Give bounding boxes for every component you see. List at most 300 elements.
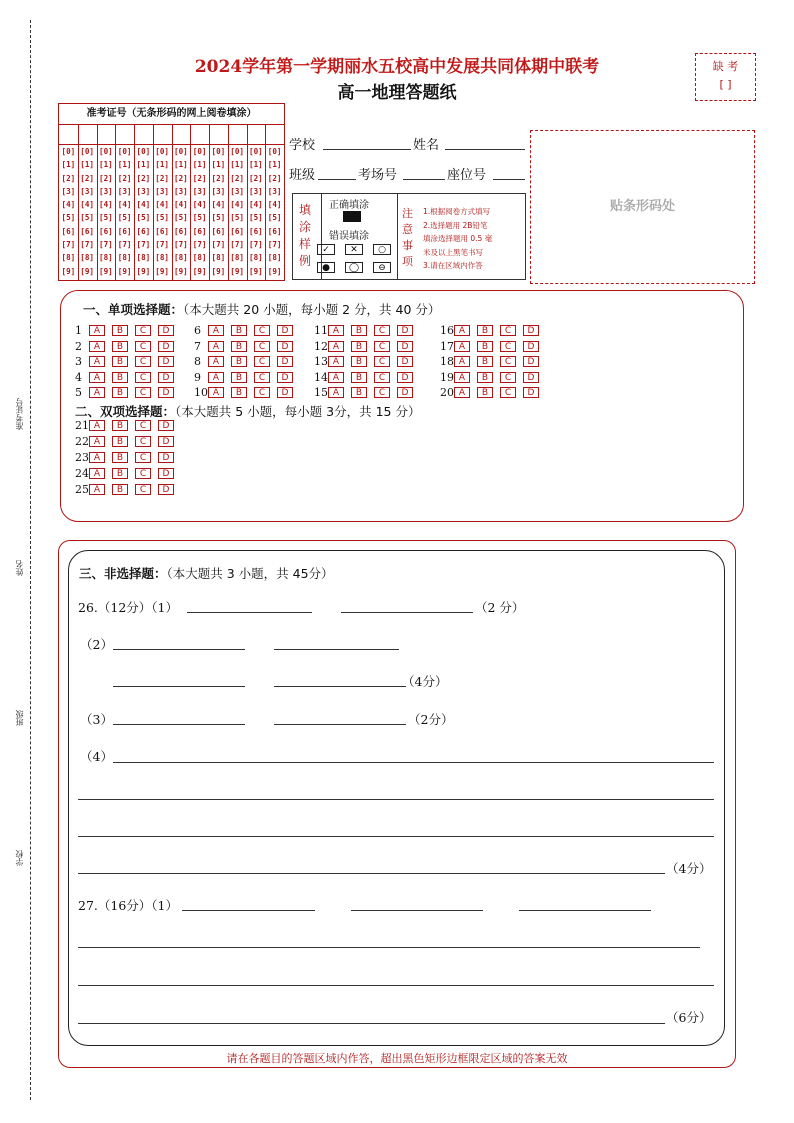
option-bubble-c[interactable]: C [374, 325, 390, 336]
ticket-digit-bubble[interactable]: [0] [99, 147, 113, 156]
question-number: 23 [75, 451, 89, 464]
ticket-digit-bubble[interactable]: [4] [99, 200, 113, 210]
option-bubble-d[interactable]: D [277, 372, 293, 383]
ticket-column [190, 124, 210, 280]
option-bubble-b[interactable]: B [351, 325, 367, 336]
option-bubble-a[interactable]: A [328, 356, 344, 367]
ticket-digit-bubble[interactable]: [7] [80, 240, 94, 250]
q26-3-answer-b[interactable] [274, 724, 406, 725]
question-number: 2 [75, 339, 82, 353]
ticket-digit-bubble[interactable]: [5] [267, 213, 282, 223]
q27-line-3[interactable] [78, 1023, 665, 1024]
ticket-digit-bubble[interactable]: [2] [174, 173, 188, 183]
ticket-digit-bubble[interactable]: [2] [249, 173, 263, 183]
ticket-digit-bubble[interactable]: [0] [211, 147, 226, 156]
option-bubble-a[interactable]: A [89, 387, 105, 398]
wrong-label: 错误填涂 [329, 231, 369, 242]
q27-score: （6分） [666, 1010, 712, 1025]
ticket-digit-bubble[interactable]: [5] [99, 213, 113, 223]
ticket-digit-bubble[interactable]: [3] [155, 186, 169, 196]
ticket-digit-bubble[interactable]: [8] [80, 253, 94, 263]
ticket-digit-bubble[interactable]: [3] [249, 186, 263, 196]
option-bubble-c[interactable]: C [135, 372, 151, 383]
ticket-digit-bubble[interactable]: [6] [230, 226, 244, 236]
ticket-digit-bubble[interactable]: [9] [61, 266, 76, 276]
option-bubble-a[interactable]: A [208, 372, 224, 383]
option-bubble-b[interactable]: B [112, 325, 128, 336]
ticket-write-box[interactable] [247, 124, 266, 145]
option-bubble-a[interactable]: A [208, 387, 224, 398]
ticket-digit-bubble[interactable]: [6] [99, 226, 113, 236]
option-bubble-c[interactable]: C [135, 387, 151, 398]
side-label-school: 学校 [15, 850, 24, 866]
ticket-digit-bubble[interactable]: [8] [267, 253, 282, 263]
option-bubble-d[interactable]: D [397, 372, 413, 383]
q26-4-line-4[interactable] [78, 873, 665, 874]
option-bubble-b[interactable]: B [351, 387, 367, 398]
ticket-digit-bubble[interactable]: [3] [174, 186, 188, 196]
ticket-digit-bubble[interactable]: [3] [136, 186, 151, 196]
ticket-digit-bubble[interactable]: [8] [61, 253, 76, 263]
option-bubble-c[interactable]: C [135, 484, 151, 495]
ticket-digit-bubble[interactable]: [5] [211, 213, 226, 223]
ticket-title: 准考证号（无条形码的网上阅卷填涂） [59, 104, 284, 125]
ticket-digit-bubble[interactable]: [6] [267, 226, 282, 236]
option-bubble-d[interactable]: D [158, 436, 174, 447]
ticket-digit-bubble[interactable]: [2] [211, 173, 226, 183]
ticket-digit-bubble[interactable]: [8] [155, 253, 169, 263]
ticket-digit-bubble[interactable]: [4] [155, 200, 169, 210]
class-label: 班级 [289, 168, 316, 183]
option-bubble-c[interactable]: C [135, 356, 151, 367]
option-bubble-c[interactable]: C [135, 325, 151, 336]
q27-line-1[interactable] [78, 947, 700, 948]
option-bubble-b[interactable]: B [112, 484, 128, 495]
ticket-column [134, 124, 154, 280]
ticket-digit-bubble[interactable]: [1] [80, 160, 94, 170]
check-mark-icon: ✓ [317, 244, 335, 255]
q26-2-label: （2） [80, 637, 113, 652]
ticket-digit-bubble[interactable]: [1] [136, 160, 151, 170]
ticket-digit-bubble[interactable]: [7] [136, 240, 151, 250]
ticket-digit-bubble[interactable]: [3] [61, 186, 76, 196]
ticket-write-box[interactable] [97, 124, 116, 145]
ticket-digit-bubble[interactable]: [3] [80, 186, 94, 196]
option-bubble-c[interactable]: C [254, 325, 270, 336]
option-bubble-c[interactable]: C [135, 468, 151, 479]
option-bubble-a[interactable]: A [89, 484, 105, 495]
question-number: 5 [75, 386, 82, 400]
q26-4-line-3[interactable] [78, 836, 714, 837]
question-number: 17 [440, 339, 454, 353]
option-bubble-c[interactable]: C [500, 341, 516, 352]
ticket-digit-bubble[interactable]: [7] [192, 240, 207, 250]
ticket-digit-bubble[interactable]: [7] [117, 240, 132, 250]
ticket-digit-bubble[interactable]: [3] [267, 186, 282, 196]
name-field[interactable] [445, 149, 525, 150]
ticket-digit-bubble[interactable]: [8] [211, 253, 226, 263]
option-bubble-a[interactable]: A [328, 325, 344, 336]
option-bubble-b[interactable]: B [477, 387, 493, 398]
option-bubble-a[interactable]: A [328, 387, 344, 398]
ticket-column [59, 124, 79, 280]
ticket-digit-bubble[interactable]: [7] [249, 240, 263, 250]
ticket-digit-bubble[interactable]: [0] [267, 147, 282, 156]
q26-4-line-1[interactable] [113, 762, 714, 763]
option-bubble-a[interactable]: A [208, 325, 224, 336]
sample-label: 填涂样例 [299, 203, 312, 268]
question-number: 1 [75, 324, 82, 337]
ticket-digit-bubble[interactable]: [7] [230, 240, 244, 250]
q26-2-answer-c[interactable] [113, 686, 245, 687]
ticket-write-box[interactable] [172, 124, 191, 145]
ticket-digit-bubble[interactable]: [7] [174, 240, 188, 250]
ticket-column [247, 124, 267, 280]
question-number: 18 [440, 355, 454, 369]
option-bubble-d[interactable]: D [158, 341, 174, 352]
ticket-write-box[interactable] [59, 124, 78, 145]
ticket-digit-bubble[interactable]: [2] [99, 173, 113, 183]
exam-title: 2024学年第一学期丽水五校高中发展共同体期中联考 [194, 57, 600, 77]
option-bubble-c[interactable]: C [254, 372, 270, 383]
ticket-digit-bubble[interactable]: [9] [211, 266, 226, 276]
option-bubble-a[interactable]: A [328, 341, 344, 352]
ticket-write-box[interactable] [265, 124, 284, 145]
question-number: 22 [75, 435, 89, 448]
essay-section [68, 550, 725, 1046]
ticket-digit-bubble[interactable]: [6] [61, 226, 76, 236]
ticket-write-box[interactable] [153, 124, 172, 145]
choice-section [60, 290, 744, 522]
ticket-digit-bubble[interactable]: [9] [117, 266, 132, 276]
ticket-digit-bubble[interactable]: [0] [61, 147, 76, 156]
ticket-digit-bubble[interactable]: [7] [211, 240, 226, 250]
option-bubble-c[interactable]: C [135, 420, 151, 431]
dash-oval-mark-icon: ⊖ [373, 262, 391, 273]
option-bubble-b[interactable]: B [112, 420, 128, 431]
option-bubble-c[interactable]: C [500, 356, 516, 367]
ticket-digit-bubble[interactable]: [2] [192, 173, 207, 183]
seat-field[interactable] [493, 179, 525, 180]
ticket-digit-bubble[interactable]: [1] [211, 160, 226, 170]
ticket-digit-bubble[interactable]: [1] [192, 160, 207, 170]
ticket-digit-bubble[interactable]: [4] [267, 200, 282, 210]
ticket-digit-bubble[interactable]: [6] [117, 226, 132, 236]
absent-bracket: [ ] [719, 78, 732, 91]
option-bubble-a[interactable]: A [89, 436, 105, 447]
ticket-digit-bubble[interactable]: [0] [80, 147, 94, 156]
school-field[interactable] [323, 149, 411, 150]
option-bubble-c[interactable]: C [135, 452, 151, 463]
option-bubble-d[interactable]: D [397, 325, 413, 336]
option-bubble-d[interactable]: D [397, 387, 413, 398]
q27-1-answer-a[interactable] [182, 910, 315, 911]
q26-4-line-2[interactable] [78, 799, 714, 800]
q27-label: 27.（16分）（1） [78, 898, 178, 913]
ticket-digit-bubble[interactable]: [7] [99, 240, 113, 250]
ticket-digit-bubble[interactable]: [4] [192, 200, 207, 210]
side-label-name: 姓名 [15, 560, 24, 576]
ticket-digit-bubble[interactable]: [2] [61, 173, 76, 183]
ticket-digit-bubble[interactable]: [4] [174, 200, 188, 210]
option-bubble-d[interactable]: D [158, 468, 174, 479]
ticket-digit-bubble[interactable]: [9] [174, 266, 188, 276]
option-bubble-c[interactable]: C [374, 356, 390, 367]
ticket-column [228, 124, 248, 280]
option-bubble-c[interactable]: C [500, 372, 516, 383]
q27-line-2[interactable] [78, 985, 714, 986]
option-bubble-a[interactable]: A [454, 325, 470, 336]
option-bubble-c[interactable]: C [374, 372, 390, 383]
class-field[interactable] [318, 179, 356, 180]
ticket-digit-bubble[interactable]: [0] [249, 147, 263, 156]
ticket-digit-bubble[interactable]: [4] [136, 200, 151, 210]
ticket-digit-bubble[interactable]: [9] [249, 266, 263, 276]
question-number: 20 [440, 386, 454, 400]
ticket-digit-bubble[interactable]: [5] [155, 213, 169, 223]
option-bubble-b[interactable]: B [351, 372, 367, 383]
ticket-digit-bubble[interactable]: [2] [230, 173, 244, 183]
ticket-digit-bubble[interactable]: [7] [155, 240, 169, 250]
ticket-digit-bubble[interactable]: [7] [61, 240, 76, 250]
ticket-digit-bubble[interactable]: [8] [249, 253, 263, 263]
option-bubble-d[interactable]: D [523, 341, 539, 352]
ticket-digit-bubble[interactable]: [4] [80, 200, 94, 210]
ticket-write-box[interactable] [228, 124, 247, 145]
option-bubble-b[interactable]: B [231, 387, 247, 398]
question-number: 15 [314, 386, 328, 400]
ticket-digit-bubble[interactable]: [0] [174, 147, 188, 156]
ticket-digit-bubble[interactable]: [6] [174, 226, 188, 236]
option-bubble-d[interactable]: D [158, 356, 174, 367]
ticket-digit-bubble[interactable]: [1] [155, 160, 169, 170]
option-bubble-c[interactable]: C [254, 341, 270, 352]
ticket-digit-bubble[interactable]: [7] [267, 240, 282, 250]
ticket-digit-bubble[interactable]: [8] [230, 253, 244, 263]
ticket-digit-bubble[interactable]: [9] [136, 266, 151, 276]
ticket-digit-bubble[interactable]: [9] [99, 266, 113, 276]
note-3: 填涂选择题用 0.5 毫 [423, 234, 493, 243]
option-bubble-b[interactable]: B [477, 372, 493, 383]
ticket-digit-bubble[interactable]: [6] [155, 226, 169, 236]
q27-1-answer-b[interactable] [351, 910, 483, 911]
option-bubble-d[interactable]: D [397, 341, 413, 352]
note-5: 3.请在区域内作答 [423, 261, 483, 270]
ticket-digit-bubble[interactable]: [1] [267, 160, 282, 170]
option-bubble-d[interactable]: D [277, 325, 293, 336]
option-bubble-a[interactable]: A [89, 372, 105, 383]
ticket-digit-bubble[interactable]: [4] [249, 200, 263, 210]
q26-1-answer-b[interactable] [341, 612, 473, 613]
ticket-digit-bubble[interactable]: [5] [117, 213, 132, 223]
ticket-column [153, 124, 173, 280]
ticket-digit-bubble[interactable]: [8] [117, 253, 132, 263]
ticket-digit-bubble[interactable]: [1] [99, 160, 113, 170]
option-bubble-d[interactable]: D [158, 484, 174, 495]
option-bubble-c[interactable]: C [254, 387, 270, 398]
ticket-digit-bubble[interactable]: [8] [174, 253, 188, 263]
ticket-digit-bubble[interactable]: [4] [211, 200, 226, 210]
exam-room-field[interactable] [403, 179, 445, 180]
option-bubble-a[interactable]: A [454, 356, 470, 367]
cross-mark-icon: ✕ [345, 244, 363, 255]
ticket-digit-bubble[interactable]: [5] [192, 213, 207, 223]
q27-1-answer-c[interactable] [519, 910, 651, 911]
q26-2-answer-b[interactable] [274, 649, 399, 650]
ticket-digit-bubble[interactable]: [8] [99, 253, 113, 263]
option-bubble-a[interactable]: A [454, 372, 470, 383]
sheet-subtitle: 高一地理答题纸 [337, 83, 457, 103]
ticket-digit-bubble[interactable]: [1] [249, 160, 263, 170]
question-number: 3 [75, 355, 82, 369]
q26-3-answer-a[interactable] [113, 724, 245, 725]
ticket-digit-bubble[interactable]: [0] [155, 147, 169, 156]
ticket-digit-bubble[interactable]: [2] [80, 173, 94, 183]
option-bubble-d[interactable]: D [158, 387, 174, 398]
ticket-digit-bubble[interactable]: [3] [117, 186, 132, 196]
ticket-digit-bubble[interactable]: [9] [155, 266, 169, 276]
option-bubble-c[interactable]: C [500, 325, 516, 336]
option-bubble-b[interactable]: B [477, 325, 493, 336]
option-bubble-b[interactable]: B [231, 341, 247, 352]
ticket-digit-bubble[interactable]: [6] [80, 226, 94, 236]
option-bubble-b[interactable]: B [231, 356, 247, 367]
option-bubble-b[interactable]: B [112, 387, 128, 398]
ticket-digit-bubble[interactable]: [6] [249, 226, 263, 236]
q26-1-answer-a[interactable] [187, 612, 312, 613]
ticket-digit-bubble[interactable]: [5] [61, 213, 76, 223]
q26-2-answer-d[interactable] [274, 686, 406, 687]
ticket-digit-bubble[interactable]: [1] [117, 160, 132, 170]
option-bubble-c[interactable]: C [254, 356, 270, 367]
option-bubble-a[interactable]: A [89, 325, 105, 336]
ticket-digit-bubble[interactable]: [5] [249, 213, 263, 223]
option-bubble-d[interactable]: D [397, 356, 413, 367]
ticket-write-box[interactable] [190, 124, 209, 145]
option-bubble-a[interactable]: A [89, 356, 105, 367]
ticket-digit-bubble[interactable]: [5] [174, 213, 188, 223]
ticket-digit-bubble[interactable]: [2] [155, 173, 169, 183]
ticket-digit-bubble[interactable]: [9] [230, 266, 244, 276]
option-bubble-c[interactable]: C [135, 436, 151, 447]
ticket-digit-bubble[interactable]: [1] [61, 160, 76, 170]
ticket-digit-bubble[interactable]: [8] [192, 253, 207, 263]
option-bubble-a[interactable]: A [208, 356, 224, 367]
ticket-write-box[interactable] [78, 124, 97, 145]
q26-1-score: （2 分） [475, 600, 525, 615]
barcode-area: 贴条形码处 [530, 130, 755, 284]
option-bubble-d[interactable]: D [158, 452, 174, 463]
option-bubble-a[interactable]: A [89, 452, 105, 463]
option-bubble-b[interactable]: B [351, 341, 367, 352]
option-bubble-d[interactable]: D [158, 372, 174, 383]
ticket-digit-bubble[interactable]: [6] [192, 226, 207, 236]
ticket-digit-bubble[interactable]: [0] [136, 147, 151, 156]
ticket-digit-bubble[interactable]: [9] [267, 266, 282, 276]
option-bubble-d[interactable]: D [523, 325, 539, 336]
option-bubble-b[interactable]: B [112, 452, 128, 463]
ticket-digit-bubble[interactable]: [0] [117, 147, 132, 156]
q26-label: 26.（12分）（1） [78, 600, 178, 615]
ticket-write-box[interactable] [115, 124, 134, 145]
option-bubble-a[interactable]: A [208, 341, 224, 352]
option-bubble-b[interactable]: B [112, 372, 128, 383]
option-bubble-d[interactable]: D [277, 356, 293, 367]
option-bubble-d[interactable]: D [158, 420, 174, 431]
option-bubble-b[interactable]: B [112, 436, 128, 447]
ticket-digit-bubble[interactable]: [3] [230, 186, 244, 196]
q26-4-label: （4） [80, 749, 113, 764]
option-bubble-b[interactable]: B [112, 468, 128, 479]
ticket-digit-bubble[interactable]: [3] [192, 186, 207, 196]
option-bubble-a[interactable]: A [454, 341, 470, 352]
option-bubble-c[interactable]: C [374, 387, 390, 398]
option-bubble-b[interactable]: B [477, 341, 493, 352]
ticket-number-grid [58, 103, 285, 281]
ticket-write-box[interactable] [134, 124, 153, 145]
ticket-digit-bubble[interactable]: [3] [211, 186, 226, 196]
option-bubble-b[interactable]: B [112, 356, 128, 367]
option-bubble-b[interactable]: B [231, 325, 247, 336]
ticket-digit-bubble[interactable]: [4] [117, 200, 132, 210]
ticket-digit-bubble[interactable]: [2] [267, 173, 282, 183]
option-bubble-d[interactable]: D [158, 325, 174, 336]
option-bubble-d[interactable]: D [523, 387, 539, 398]
option-bubble-c[interactable]: C [500, 387, 516, 398]
q26-2-answer-a[interactable] [113, 649, 245, 650]
ticket-digit-bubble[interactable]: [1] [230, 160, 244, 170]
option-bubble-c[interactable]: C [135, 341, 151, 352]
q26-4-score: （4分） [666, 861, 712, 876]
option-bubble-c[interactable]: C [374, 341, 390, 352]
ticket-digit-bubble[interactable]: [0] [192, 147, 207, 156]
question-number: 7 [194, 339, 201, 353]
option-bubble-b[interactable]: B [477, 356, 493, 367]
option-bubble-a[interactable]: A [328, 372, 344, 383]
ticket-write-box[interactable] [209, 124, 228, 145]
ticket-digit-bubble[interactable]: [3] [99, 186, 113, 196]
ticket-digit-bubble[interactable]: [1] [174, 160, 188, 170]
option-bubble-a[interactable]: A [454, 387, 470, 398]
option-bubble-d[interactable]: D [523, 372, 539, 383]
ticket-digit-bubble[interactable]: [4] [230, 200, 244, 210]
ticket-digit-bubble[interactable]: [8] [136, 253, 151, 263]
absent-box[interactable] [695, 53, 756, 101]
option-bubble-a[interactable]: A [89, 468, 105, 479]
ticket-digit-bubble[interactable]: [5] [80, 213, 94, 223]
question-number: 12 [314, 339, 328, 353]
ticket-digit-bubble[interactable]: [2] [136, 173, 151, 183]
ticket-digit-bubble[interactable]: [6] [211, 226, 226, 236]
ticket-digit-bubble[interactable]: [9] [80, 266, 94, 276]
ticket-digit-bubble[interactable]: [2] [117, 173, 132, 183]
ticket-digit-bubble[interactable]: [0] [230, 147, 244, 156]
ticket-digit-bubble[interactable]: [4] [61, 200, 76, 210]
option-bubble-b[interactable]: B [231, 372, 247, 383]
ticket-digit-bubble[interactable]: [9] [192, 266, 207, 276]
ticket-digit-bubble[interactable]: [5] [136, 213, 151, 223]
question-number: 4 [75, 370, 82, 384]
option-bubble-d[interactable]: D [277, 387, 293, 398]
option-bubble-d[interactable]: D [277, 341, 293, 352]
option-bubble-b[interactable]: B [112, 341, 128, 352]
option-bubble-d[interactable]: D [523, 356, 539, 367]
ticket-digit-bubble[interactable]: [5] [230, 213, 244, 223]
option-bubble-b[interactable]: B [351, 356, 367, 367]
option-bubble-a[interactable]: A [89, 420, 105, 431]
ticket-digit-bubble[interactable]: [6] [136, 226, 151, 236]
option-bubble-a[interactable]: A [89, 341, 105, 352]
